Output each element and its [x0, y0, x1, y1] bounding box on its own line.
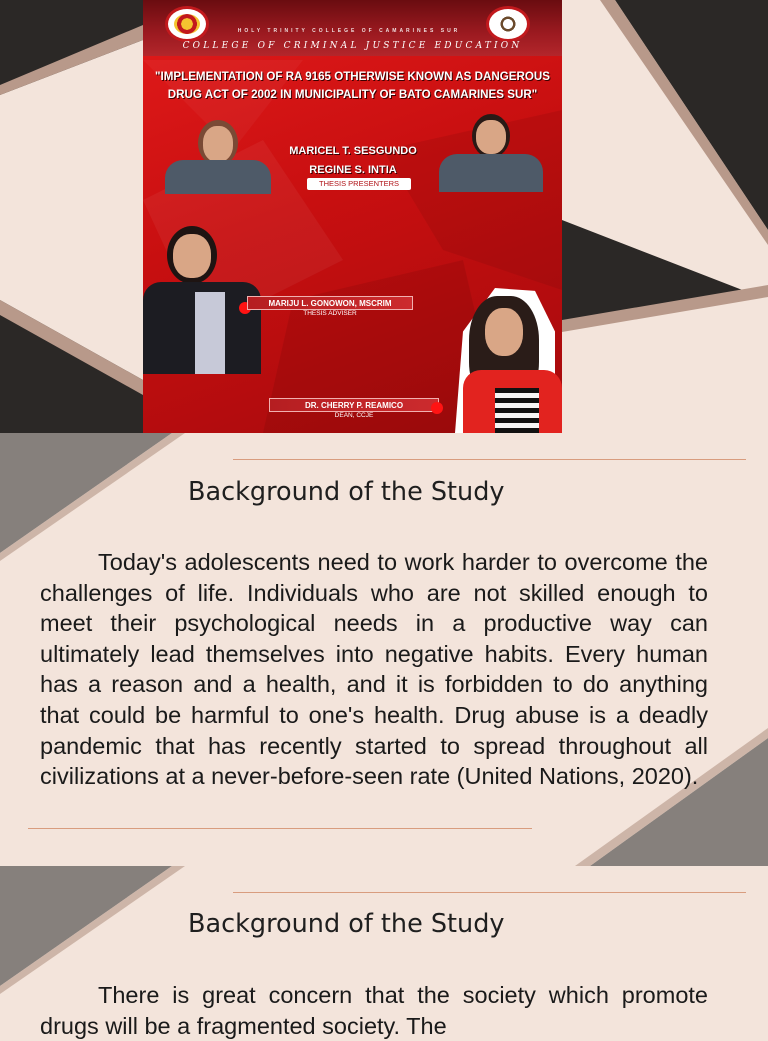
- body-paragraph: There is great concern that the society which promote drugs will be a fragmented society. The: [40, 982, 708, 1039]
- adviser-name: MARIJU L. GONOWON, MSCRIM: [247, 296, 413, 310]
- bottom-divider: [28, 828, 532, 829]
- section-heading: Background of the Study: [188, 477, 505, 507]
- dean-role: DEAN, CCJE: [334, 412, 374, 419]
- school-seal-icon: [165, 6, 209, 42]
- thesis-presenters-tag: THESIS PRESENTERS: [307, 178, 411, 190]
- thesis-title: "IMPLEMENTATION OF RA 9165 OTHERWISE KNOWN AS DANGEROUS DRUG ACT OF 2002 IN MUNICIPALITY OF BATO CAMARINES SUR": [155, 70, 550, 101]
- background-slide-1: [0, 433, 768, 866]
- presenter-1-name: MARICEL T. SESGUNDO: [289, 145, 417, 157]
- section-heading: Background of the Study: [188, 909, 505, 939]
- dean-name: DR. CHERRY P. REAMICO: [269, 398, 439, 412]
- top-divider: [233, 892, 746, 893]
- background-slide-2: [0, 866, 768, 1039]
- top-divider: [233, 459, 746, 460]
- adviser-photo: [143, 226, 261, 374]
- dean-photo: [433, 288, 562, 433]
- body-paragraph: Today's adolescents need to work harder to overcome the challenges of life. Individuals who are not skilled enough to meet their psychological needs in a productive way can ultimately lead themselves into negative habits. Every human has a reason and a health, and it is forbidden to do anything that could be harmful to one's health. Drug abuse is a deadly pandemic that has recently started to spread throughout all civilizations at a never-before-seen rate (United Nations, 2020).: [40, 549, 708, 790]
- adviser-role: THESIS ADVISER: [303, 310, 357, 317]
- college-name: COLLEGE OF CRIMINAL JUSTICE EDUCATION: [182, 41, 523, 51]
- thesis-poster: [143, 0, 562, 433]
- title-slide: [0, 0, 768, 433]
- presenter-photo-2: [439, 114, 543, 192]
- presenter-photo-1: [165, 120, 271, 194]
- presenter-names: [273, 142, 433, 180]
- justice-scales-seal-icon: [486, 6, 530, 42]
- school-name: HOLY TRINITY COLLEGE OF CAMARINES SUR: [237, 28, 461, 34]
- presenter-2-name: REGINE S. INTIA: [309, 164, 397, 176]
- poster-header: [143, 0, 562, 56]
